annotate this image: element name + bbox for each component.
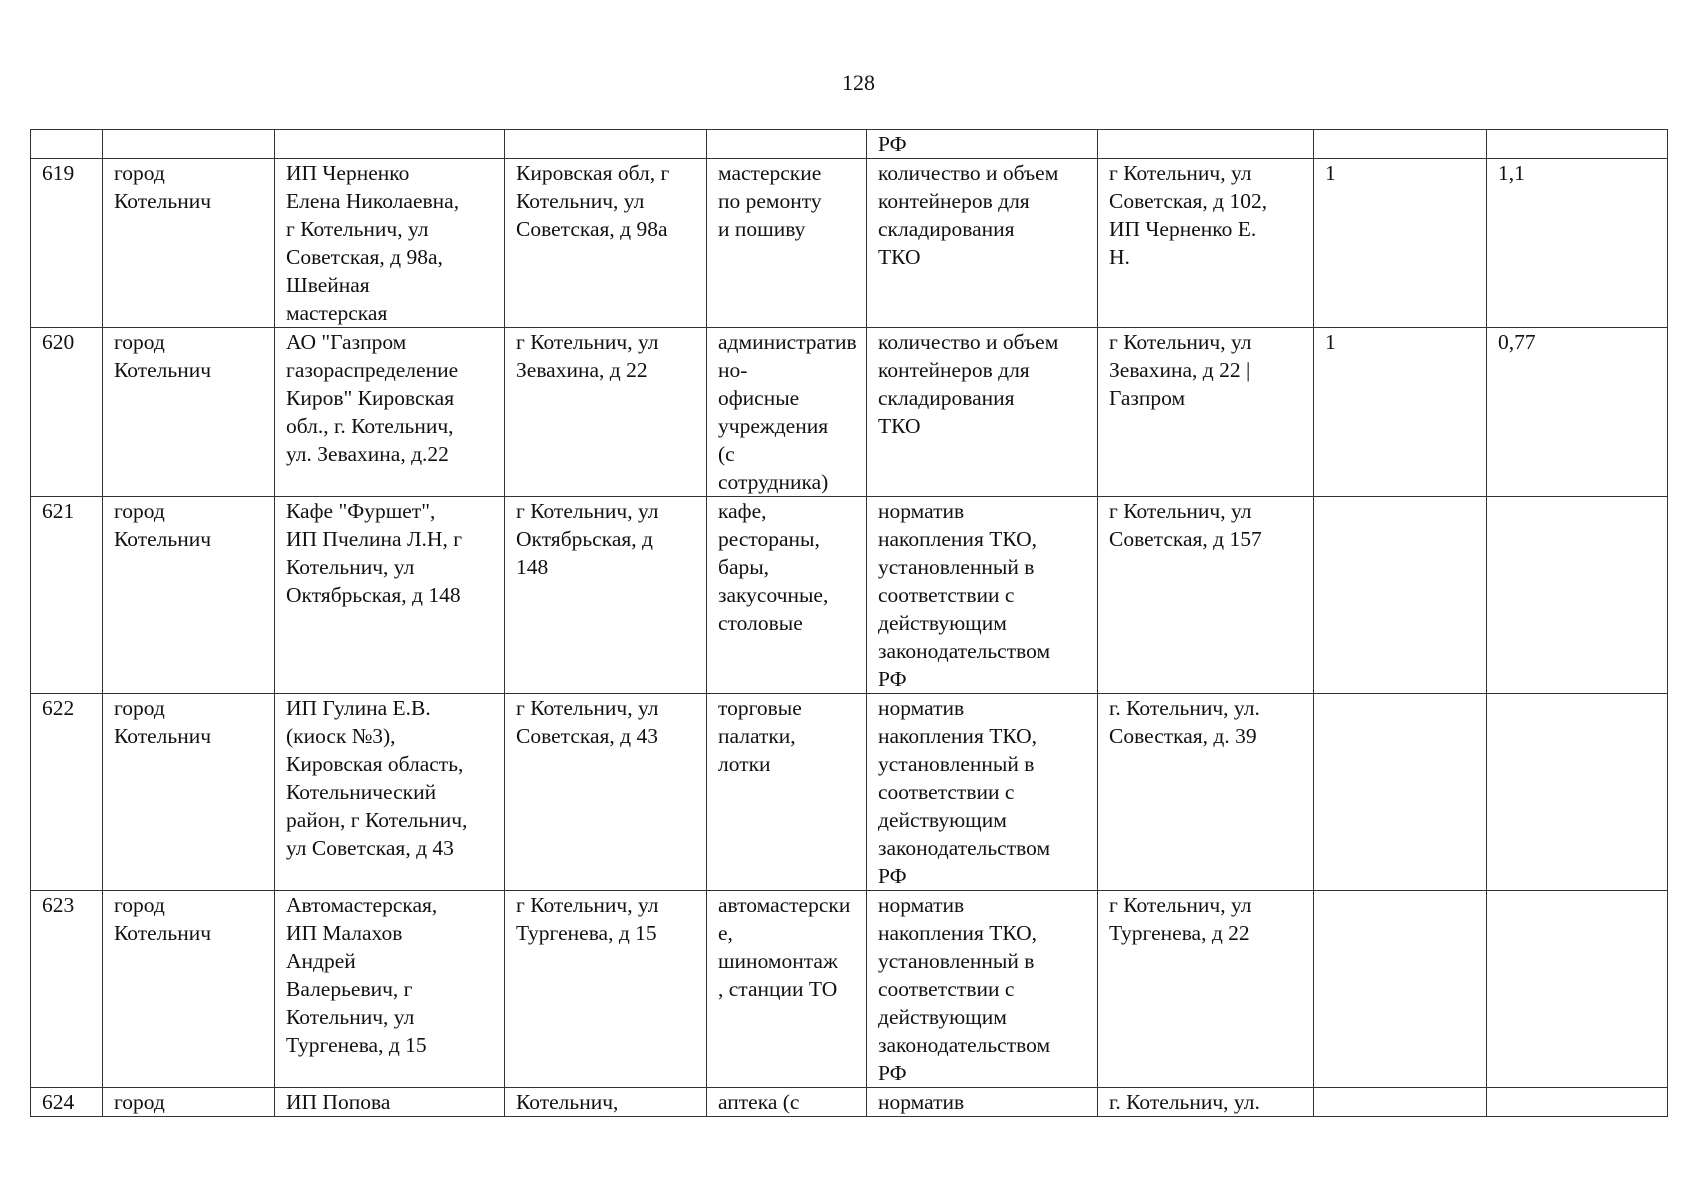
cell-count [1314, 694, 1487, 891]
cell-site: г Котельнич, ул Зевахина, д 22 | Газпром [1098, 328, 1314, 497]
cell-category [707, 130, 867, 159]
cell-count [1314, 497, 1487, 694]
cell-source: ИП Попова [275, 1088, 505, 1117]
cell-address [505, 130, 707, 159]
cell-site: г. Котельнич, ул. [1098, 1088, 1314, 1117]
cell-count [1314, 891, 1487, 1088]
cell-address: г Котельнич, ул Зевахина, д 22 [505, 328, 707, 497]
cell-category: автомастерские, шиномонтаж , станции ТО [707, 891, 867, 1088]
cell-num: 619 [31, 159, 103, 328]
cell-category: торговые палатки, лотки [707, 694, 867, 891]
cell-address: г Котельнич, ул Советская, д 43 [505, 694, 707, 891]
table-row [31, 694, 1668, 891]
cell-num: 620 [31, 328, 103, 497]
cell-settlement: город Котельнич [103, 328, 275, 497]
cell-category: кафе, рестораны, бары, закусочные, столовые [707, 497, 867, 694]
cell-source: Автомастерская, ИП Малахов Андрей Валерьевич, г Котельнич, ул Тургенева, д 15 [275, 891, 505, 1088]
table-row [31, 891, 1668, 1088]
cell-address: Котельнич, [505, 1088, 707, 1117]
cell-volume: 1,1 [1487, 159, 1668, 328]
cell-count: 1 [1314, 159, 1487, 328]
cell-basis: количество и объем контейнеров для складирования ТКО [867, 328, 1098, 497]
cell-category: аптека (с [707, 1088, 867, 1117]
cell-count [1314, 1088, 1487, 1117]
cell-volume [1487, 130, 1668, 159]
cell-num: 621 [31, 497, 103, 694]
cell-source: ИП Гулина Е.В. (киоск №3), Кировская область, Котельнический район, г Котельнич, ул Советская, д 43 [275, 694, 505, 891]
cell-site: г Котельнич, ул Советская, д 102, ИП Черненко Е. Н. [1098, 159, 1314, 328]
cell-num: 624 [31, 1088, 103, 1117]
cell-volume [1487, 1088, 1668, 1117]
cell-settlement: город [103, 1088, 275, 1117]
cell-settlement: город Котельнич [103, 159, 275, 328]
cell-source: АО "Газпром газораспределение Киров" Кировская обл., г. Котельнич, ул. Зевахина, д.22 [275, 328, 505, 497]
cell-address: Кировская обл, г Котельнич, ул Советская, д 98а [505, 159, 707, 328]
page-number: 128 [842, 70, 875, 95]
cell-site [1098, 130, 1314, 159]
cell-site: г. Котельнич, ул. Совесткая, д. 39 [1098, 694, 1314, 891]
cell-volume [1487, 891, 1668, 1088]
table-row [31, 1088, 1668, 1117]
cell-settlement [103, 130, 275, 159]
cell-basis: норматив накопления ТКО, установленный в соответствии с действующим законодательством РФ [867, 694, 1098, 891]
table-row [31, 159, 1668, 328]
cell-category: административно- офисные учреждения (с сотрудника) [707, 328, 867, 497]
cell-basis: норматив [867, 1088, 1098, 1117]
cell-volume [1487, 497, 1668, 694]
cell-category: мастерские по ремонту и пошиву [707, 159, 867, 328]
cell-source: ИП Черненко Елена Николаевна, г Котельнич, ул Советская, д 98а, Швейная мастерская [275, 159, 505, 328]
cell-num [31, 130, 103, 159]
cell-site: г Котельнич, ул Советская, д 157 [1098, 497, 1314, 694]
cell-settlement: город Котельнич [103, 497, 275, 694]
cell-basis: норматив накопления ТКО, установленный в соответствии с действующим законодательством РФ [867, 497, 1098, 694]
cell-num: 623 [31, 891, 103, 1088]
cell-basis: РФ [867, 130, 1098, 159]
cell-count [1314, 130, 1487, 159]
cell-address: г Котельнич, ул Октябрьская, д 148 [505, 497, 707, 694]
table-row [31, 497, 1668, 694]
cell-basis: норматив накопления ТКО, установленный в соответствии с действующим законодательством РФ [867, 891, 1098, 1088]
table-row-continuation [31, 130, 1668, 159]
table-row [31, 328, 1668, 497]
cell-basis: количество и объем контейнеров для складирования ТКО [867, 159, 1098, 328]
cell-settlement: город Котельнич [103, 694, 275, 891]
cell-source: Кафе "Фуршет", ИП Пчелина Л.Н, г Котельнич, ул Октябрьская, д 148 [275, 497, 505, 694]
cell-num: 622 [31, 694, 103, 891]
cell-volume [1487, 694, 1668, 891]
cell-site: г Котельнич, ул Тургенева, д 22 [1098, 891, 1314, 1088]
cell-volume: 0,77 [1487, 328, 1668, 497]
cell-count: 1 [1314, 328, 1487, 497]
cell-source [275, 130, 505, 159]
cell-settlement: город Котельнич [103, 891, 275, 1088]
waste-sites-table [30, 129, 1668, 1117]
cell-address: г Котельнич, ул Тургенева, д 15 [505, 891, 707, 1088]
